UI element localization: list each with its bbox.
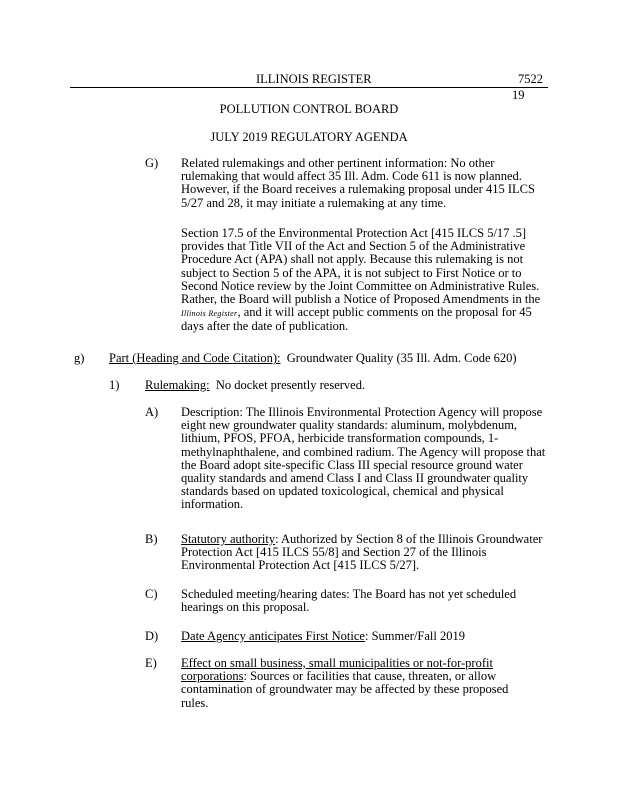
item-d-label: D) <box>145 629 159 643</box>
page-number: 7522 <box>518 72 543 86</box>
illinois-register-name: Illinois Register <box>181 309 238 319</box>
item-a-label: A) <box>145 405 159 419</box>
statutory-authority-heading: Statutory authority <box>181 532 276 546</box>
item-1-text <box>145 379 545 392</box>
item-g-para2-start: Section 17.5 of the Environmental Protection Act [415 ILCS 5/17 .5] provides that Title VII of the Act and Section 5 of the Administrative Procedure Act (APA) shall not apply. Because this rulemaking is not subject to Section 5 of the APA, it is not subject to First Notice or to Second Notice review by the Joint Committee on Administrative Rules. Rather, the Board will publish a Notice of Proposed Amendments in the <box>181 226 541 307</box>
statutory-authority-value: : Authorized by Section 8 of the Illinois Groundwater Protection Act [415 ILCS 55/8] and Section 27 of the Illinois Environmental Protection Act [415 ILCS 5/27]. <box>181 532 543 573</box>
small-business-effect-value: : Sources or facilities that cause, threaten, or allow contamination of groundwater may be affected by these proposed rules. <box>181 669 509 710</box>
rulemaking-value: No docket presently reserved. <box>215 378 366 392</box>
item-g-para2-end: , and it will accept public comments on the proposal for 45 days after the date of publication. <box>181 305 532 334</box>
item-g-text: Related rulemakings and other pertinent information: No other rulemaking that would affect 35 Ill. Adm. Code 611 is now planned. However, if the Board receives a rulemaking proposal under 415 ILCS 5/27 and 28, it may initiate a rulemaking at any time. <box>181 156 535 210</box>
first-notice-heading: Date Agency anticipates First Notice <box>181 629 365 643</box>
item-d-text <box>181 630 549 643</box>
rulemaking-heading: Rulemaking: <box>145 378 210 392</box>
register-title: ILLINOIS REGISTER <box>256 72 372 86</box>
item-g-paragraph-2 <box>181 227 549 334</box>
item-e-text <box>181 657 533 710</box>
item-1-label: 1) <box>109 378 120 392</box>
section-g-heading-label: Part (Heading and Code Citation): <box>109 351 281 365</box>
item-b-label: B) <box>145 532 158 546</box>
section-g-heading <box>109 352 549 365</box>
first-notice-value: : Summer/Fall 2019 <box>364 629 465 643</box>
item-a-text: Description: The Illinois Environmental Protection Agency will propose eight new groundwater quality standards: aluminum, molybdenum, lithium, PFOS, PFOA, herbicide transformation compounds, 1-methylnaphthalene, and combined radium. The Agency will propose that the Board adopt site-specific Class III special resource ground water quality standards and amend Class I and Class II groundwater quality standards based on updated toxicological, chemical and physical information. <box>181 405 546 512</box>
agenda-title: JULY 2019 REGULATORY AGENDA <box>210 130 408 144</box>
item-b-text <box>181 533 549 573</box>
issue-number: 19 <box>512 88 525 102</box>
header-rule <box>70 87 548 88</box>
section-g-heading-value: Groundwater Quality (35 Ill. Adm. Code 620) <box>286 351 517 365</box>
item-c-label: C) <box>145 587 158 601</box>
board-name: POLLUTION CONTROL BOARD <box>219 102 399 116</box>
item-e-label: E) <box>145 656 157 670</box>
item-c-text: Scheduled meeting/hearing dates: The Board has not yet scheduled hearings on this proposal. <box>181 587 517 615</box>
item-g-label: G) <box>145 156 159 170</box>
section-g-label: g) <box>74 351 85 365</box>
small-business-effect-heading: Effect on small business, small municipalities or not-for-profit corporations <box>181 656 493 684</box>
